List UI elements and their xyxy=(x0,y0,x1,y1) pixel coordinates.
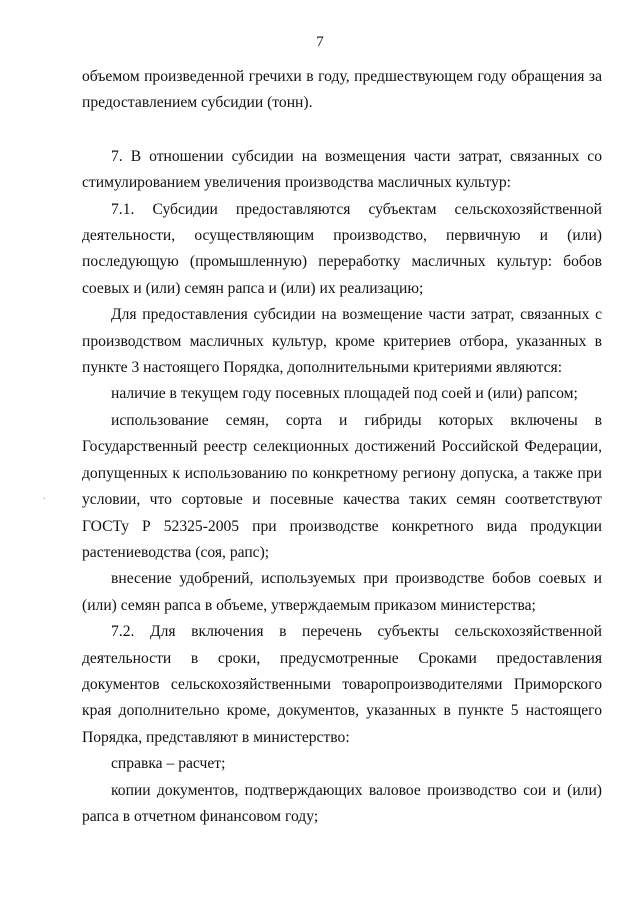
paragraph-7-1: 7.1. Субсидии предоставляются субъектам сельскохозяйственной деятельности, осуществляющим производство, первичную и (или) последующую (промышленную) переработку масличных культур: бобов соевых и (или) семян рапса и (или) их реализацию; xyxy=(82,200,602,297)
paragraph-criteria-intro: Для предоставления субсидии на возмещение части затрат, связанных с производством масличных культур, кроме критериев отбора, указанных в пункте 3 настоящего Порядка, дополнительными критериями являются: xyxy=(82,306,602,377)
document-body xyxy=(82,64,602,830)
paragraph-continuation: объемом произведенной гречихи в году, предшествующем году обращения за предоставлением субсидии (тонн). xyxy=(82,68,602,112)
page-number: 7 xyxy=(316,34,324,50)
paragraph-document-calculation: справка – расчет; xyxy=(111,755,226,773)
paragraph-criterion-seeds: использование семян, сорта и гибриды которых включены в Государственный реестр селекционных достижений Российской Федерации, допущенных к использованию по конкретному региону допуска, а также при условии, что сортовые и посевные качества таких семян соответствуют ГОСТу Р 52325-2005 при производстве конкретного вида продукции растениеводства (соя, рапс); xyxy=(82,411,602,561)
paragraph-criterion-areas: наличие в текущем году посевных площадей под соей и (или) рапсом; xyxy=(111,385,578,403)
paragraph-7-2: 7.2. Для включения в перечень субъекты сельскохозяйственной деятельности в сроки, предусмотренные Сроками предоставления документов сельскохозяйственными товаропроизводителями Приморского края дополнительно кроме, документов, указанных в пункте 5 настоящего Порядка, представляют в министерство: xyxy=(82,623,602,746)
paragraph-document-copies: копии документов, подтверждающих валовое производство сои и (или) рапса в отчетном финансовом году; xyxy=(82,781,602,825)
paragraph-criterion-fertilizers: внесение удобрений, используемых при производстве бобов соевых и (или) семян рапса в объеме, утверждаемым приказом министерства; xyxy=(82,570,602,614)
margin-mark: ˎ xyxy=(43,490,46,499)
paragraph-section-7: 7. В отношении субсидии на возмещения части затрат, связанных со стимулированием увеличения производства масличных культур: xyxy=(82,147,602,192)
